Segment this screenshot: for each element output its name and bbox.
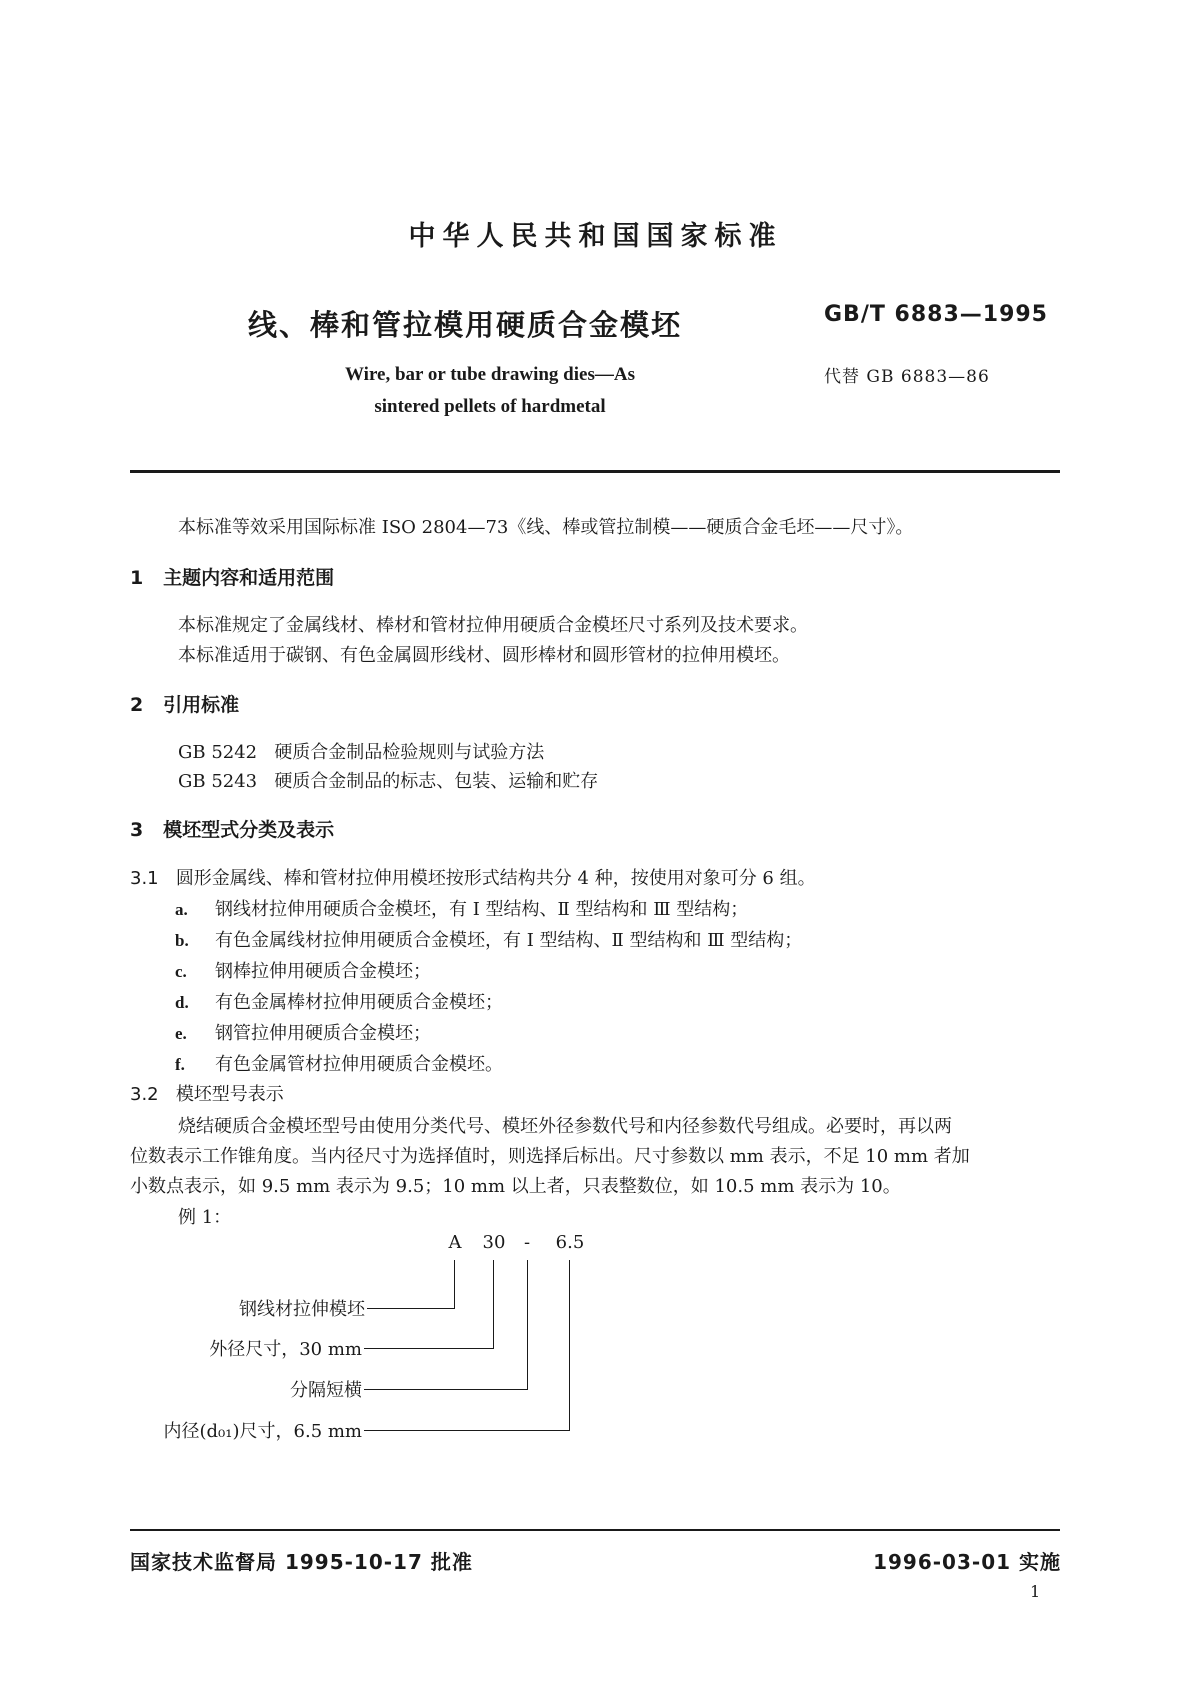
- section-2-title: 引用标准: [163, 694, 240, 716]
- list-item-text: 有色金属管材拉伸用硬质合金模坯。: [215, 1054, 503, 1075]
- code-part-outer-diameter: 30: [482, 1232, 506, 1253]
- header-divider: [130, 470, 1060, 473]
- connector-horizontal: [367, 1308, 455, 1309]
- list-item-letter: f.: [175, 1055, 185, 1074]
- list-item-letter: a.: [175, 900, 188, 919]
- list-item-text: 钢棒拉伸用硬质合金模坯；: [215, 961, 431, 982]
- list-item-text: 有色金属棒材拉伸用硬质合金模坯；: [215, 992, 503, 1013]
- example-label: 例 1：: [178, 1207, 232, 1228]
- list-item-letter: b.: [175, 931, 189, 950]
- section-1-title: 主题内容和适用范围: [163, 567, 335, 589]
- section-3-number: 3: [130, 819, 144, 841]
- list-item: [175, 1019, 431, 1045]
- clause-3-1-text: 圆形金属线、棒和管材拉伸用模坯按形式结构共分 4 种，按使用对象可分 6 组。: [175, 868, 816, 889]
- section-2-number: 2: [130, 694, 144, 716]
- list-item: [175, 1050, 503, 1076]
- diagram-label-inner-diameter: 内径(d₀₁)尺寸，6.5 mm: [163, 1421, 362, 1442]
- intro-paragraph: 本标准等效采用国际标准 ISO 2804—73《线、棒或管拉制模——硬质合金毛坯——尺寸》。: [178, 517, 914, 538]
- connector-horizontal: [364, 1348, 494, 1349]
- list-item-letter: c.: [175, 962, 187, 981]
- document-title-en-line1: Wire, bar or tube drawing dies—As: [345, 364, 635, 385]
- reference-code: GB 5243: [178, 771, 258, 792]
- connector-vertical: [493, 1260, 494, 1348]
- approval-note: 国家技术监督局 1995-10-17 批准: [130, 1550, 473, 1574]
- document-title-en-line2: sintered pellets of hardmetal: [374, 396, 606, 417]
- list-item: [175, 926, 802, 952]
- reference-row: [178, 738, 544, 764]
- section-1-paragraph-1: 本标准规定了金属线材、棒材和管材拉伸用硬质合金模坯尺寸系列及技术要求。: [178, 615, 808, 636]
- list-item: [175, 988, 503, 1014]
- diagram-label-separator: 分隔短横: [290, 1380, 362, 1401]
- list-item: [175, 895, 748, 921]
- clause-3-2-number: 3.2: [130, 1084, 159, 1105]
- connector-vertical: [527, 1260, 528, 1389]
- footer-divider: [130, 1529, 1060, 1531]
- document-title-cn: 线、棒和管拉模用硬质合金模坯: [248, 308, 683, 342]
- list-item-text: 钢线材拉伸用硬质合金模坯，有 Ⅰ 型结构、Ⅱ 型结构和 Ⅲ 型结构；: [215, 899, 749, 920]
- clause-3-1-number: 3.1: [130, 868, 159, 889]
- national-standard-heading: 中华人民共和国国家标准: [408, 221, 783, 252]
- list-item-letter: e.: [175, 1024, 187, 1043]
- section-2-heading: [130, 690, 239, 717]
- section-1-heading: [130, 563, 334, 590]
- reference-title: 硬质合金制品检验规则与试验方法: [274, 742, 545, 763]
- connector-horizontal: [364, 1430, 570, 1431]
- reference-title: 硬质合金制品的标志、包装、运输和贮存: [274, 771, 599, 792]
- clause-3-1: [130, 864, 816, 890]
- diagram-label-outer-diameter: 外径尺寸，30 mm: [209, 1339, 362, 1360]
- connector-vertical: [454, 1260, 455, 1308]
- connector-horizontal: [364, 1389, 528, 1390]
- clause-3-2-text-line2: 位数表示工作锥角度。当内径尺寸为选择值时，则选择后标出。尺寸参数以 mm 表示，不足 10 mm 者加: [130, 1146, 970, 1167]
- reference-code: GB 5242: [178, 742, 258, 763]
- standard-number: GB/T 6883—1995: [824, 302, 1048, 327]
- list-item-text: 有色金属线材拉伸用硬质合金模坯，有 Ⅰ 型结构、Ⅱ 型结构和 Ⅲ 型结构；: [215, 930, 803, 951]
- diagram-label-class: 钢线材拉伸模坯: [239, 1299, 365, 1320]
- clause-3-2-text-line1: 烧结硬质合金模坯型号由使用分类代号、模坯外径参数代号和内径参数代号组成。必要时，再以两: [178, 1116, 952, 1137]
- clause-3-2-text-line3: 小数点表示，如 9.5 mm 表示为 9.5；10 mm 以上者，只表整数位，如 10.5 mm 表示为 10。: [130, 1176, 901, 1197]
- section-3-heading: [130, 815, 334, 842]
- section-1-number: 1: [130, 567, 144, 589]
- code-part-inner-diameter: 6.5: [555, 1232, 585, 1253]
- reference-row: [178, 767, 598, 793]
- page-number: 1: [1030, 1582, 1041, 1601]
- code-part-class: A: [448, 1232, 462, 1253]
- code-part-separator: -: [523, 1232, 531, 1253]
- list-item-letter: d.: [175, 993, 189, 1012]
- section-3-title: 模坯型式分类及表示: [163, 819, 335, 841]
- implementation-date: 1996-03-01 实施: [873, 1550, 1061, 1574]
- section-1-paragraph-2: 本标准适用于碳钢、有色金属圆形线材、圆形棒材和圆形管材的拉伸用模坯。: [178, 645, 790, 666]
- list-item: [175, 957, 431, 983]
- clause-3-2-title: 模坯型号表示: [175, 1084, 284, 1105]
- replaces-standard: 代替 GB 6883—86: [824, 367, 990, 387]
- connector-vertical: [569, 1260, 570, 1430]
- clause-3-2-heading: [130, 1080, 284, 1106]
- list-item-text: 钢管拉伸用硬质合金模坯；: [215, 1023, 431, 1044]
